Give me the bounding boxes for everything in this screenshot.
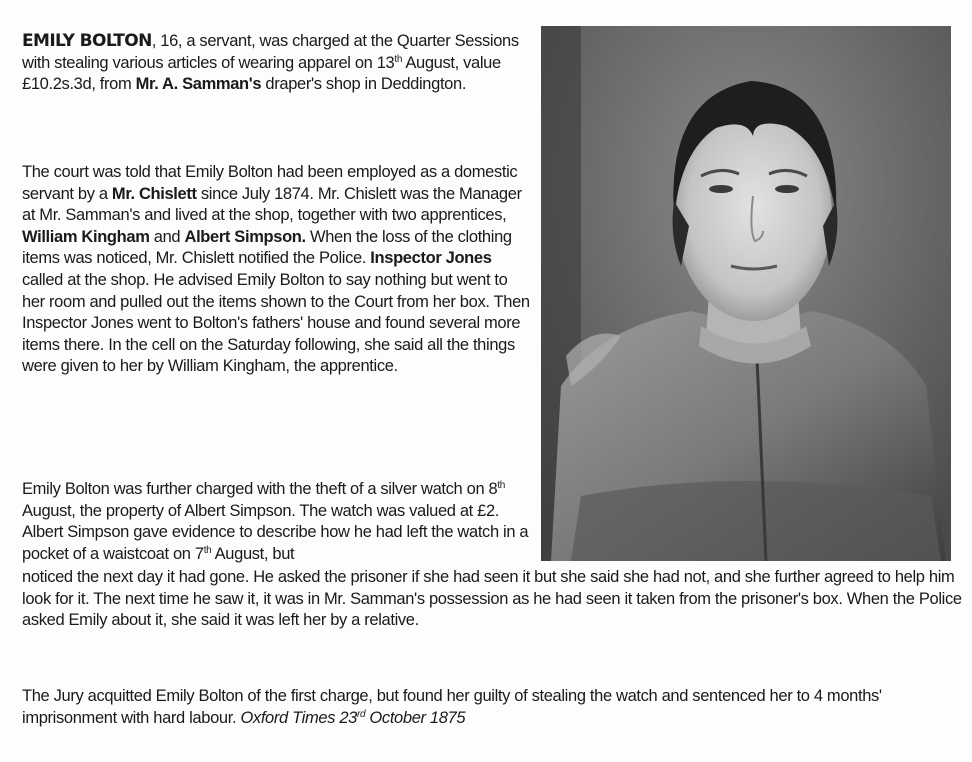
portrait-photo xyxy=(541,26,951,561)
portrait-image xyxy=(541,26,951,561)
subject-name: EMILY BOLTON xyxy=(22,31,152,51)
bold-name: William Kingham xyxy=(22,227,150,246)
paragraph-watch-theft-continued: noticed the next day it had gone. He asked the prisoner if she had seen it but she said she had not, and she further agreed to help him look for it. The next time he saw it, it was in Mr. Samman's possession as he had seen it taken from the prisoner's box. When the Police asked Emily about it, she said it was left her by a relative. xyxy=(22,568,962,630)
bold-name: Albert Simpson. xyxy=(184,227,306,246)
bold-name: Mr. A. Samman's xyxy=(135,75,262,94)
bold-name: Inspector Jones xyxy=(370,249,492,268)
bold-name: Mr. Chislett xyxy=(111,184,197,203)
paragraph-verdict: The Jury acquitted Emily Bolton of the first charge, but found her guilty of stealing the watch and sentenced her to 4 months' imprisonment with hard labour. Oxford Times 23rd October 1875 xyxy=(22,687,882,727)
paragraph-intro: EMILY BOLTON, 16, a servant, was charged at the Quarter Sessions with stealing various articles of wearing apparel on 13th August, value £10.2s.3d, from Mr. A. Samman's draper's shop in Deddington. xyxy=(22,31,519,94)
paragraph-watch-theft: Emily Bolton was further charged with the theft of a silver watch on 8th August, the property of Albert Simpson. The watch was valued at £2. Albert Simpson gave evidence to describe how he had left the watch in a pocket of a waistcoat on 7th August, but xyxy=(22,480,529,563)
citation: Oxford Times 23rd October 1875 xyxy=(240,708,466,727)
paragraph-court: The court was told that Emily Bolton had been employed as a domestic servant by a Mr. Chislett since July 1874. Mr. Chislett was the Manager at Mr. Samman's and lived at the shop, together with two apprentices, William Kingham and Albert Simpson. When the loss of the clothing items was noticed, Mr. Chislett notified the Police. Inspector Jones called at the shop. He advised Emily Bolton to say nothing but went to her room and pulled out the items shown to the Court from her box. Then Inspector Jones went to Bolton's fathers' house and found several more items there. In the cell on the Saturday following, she said all the things were given to her by William Kingham, the apprentice. xyxy=(22,163,530,376)
